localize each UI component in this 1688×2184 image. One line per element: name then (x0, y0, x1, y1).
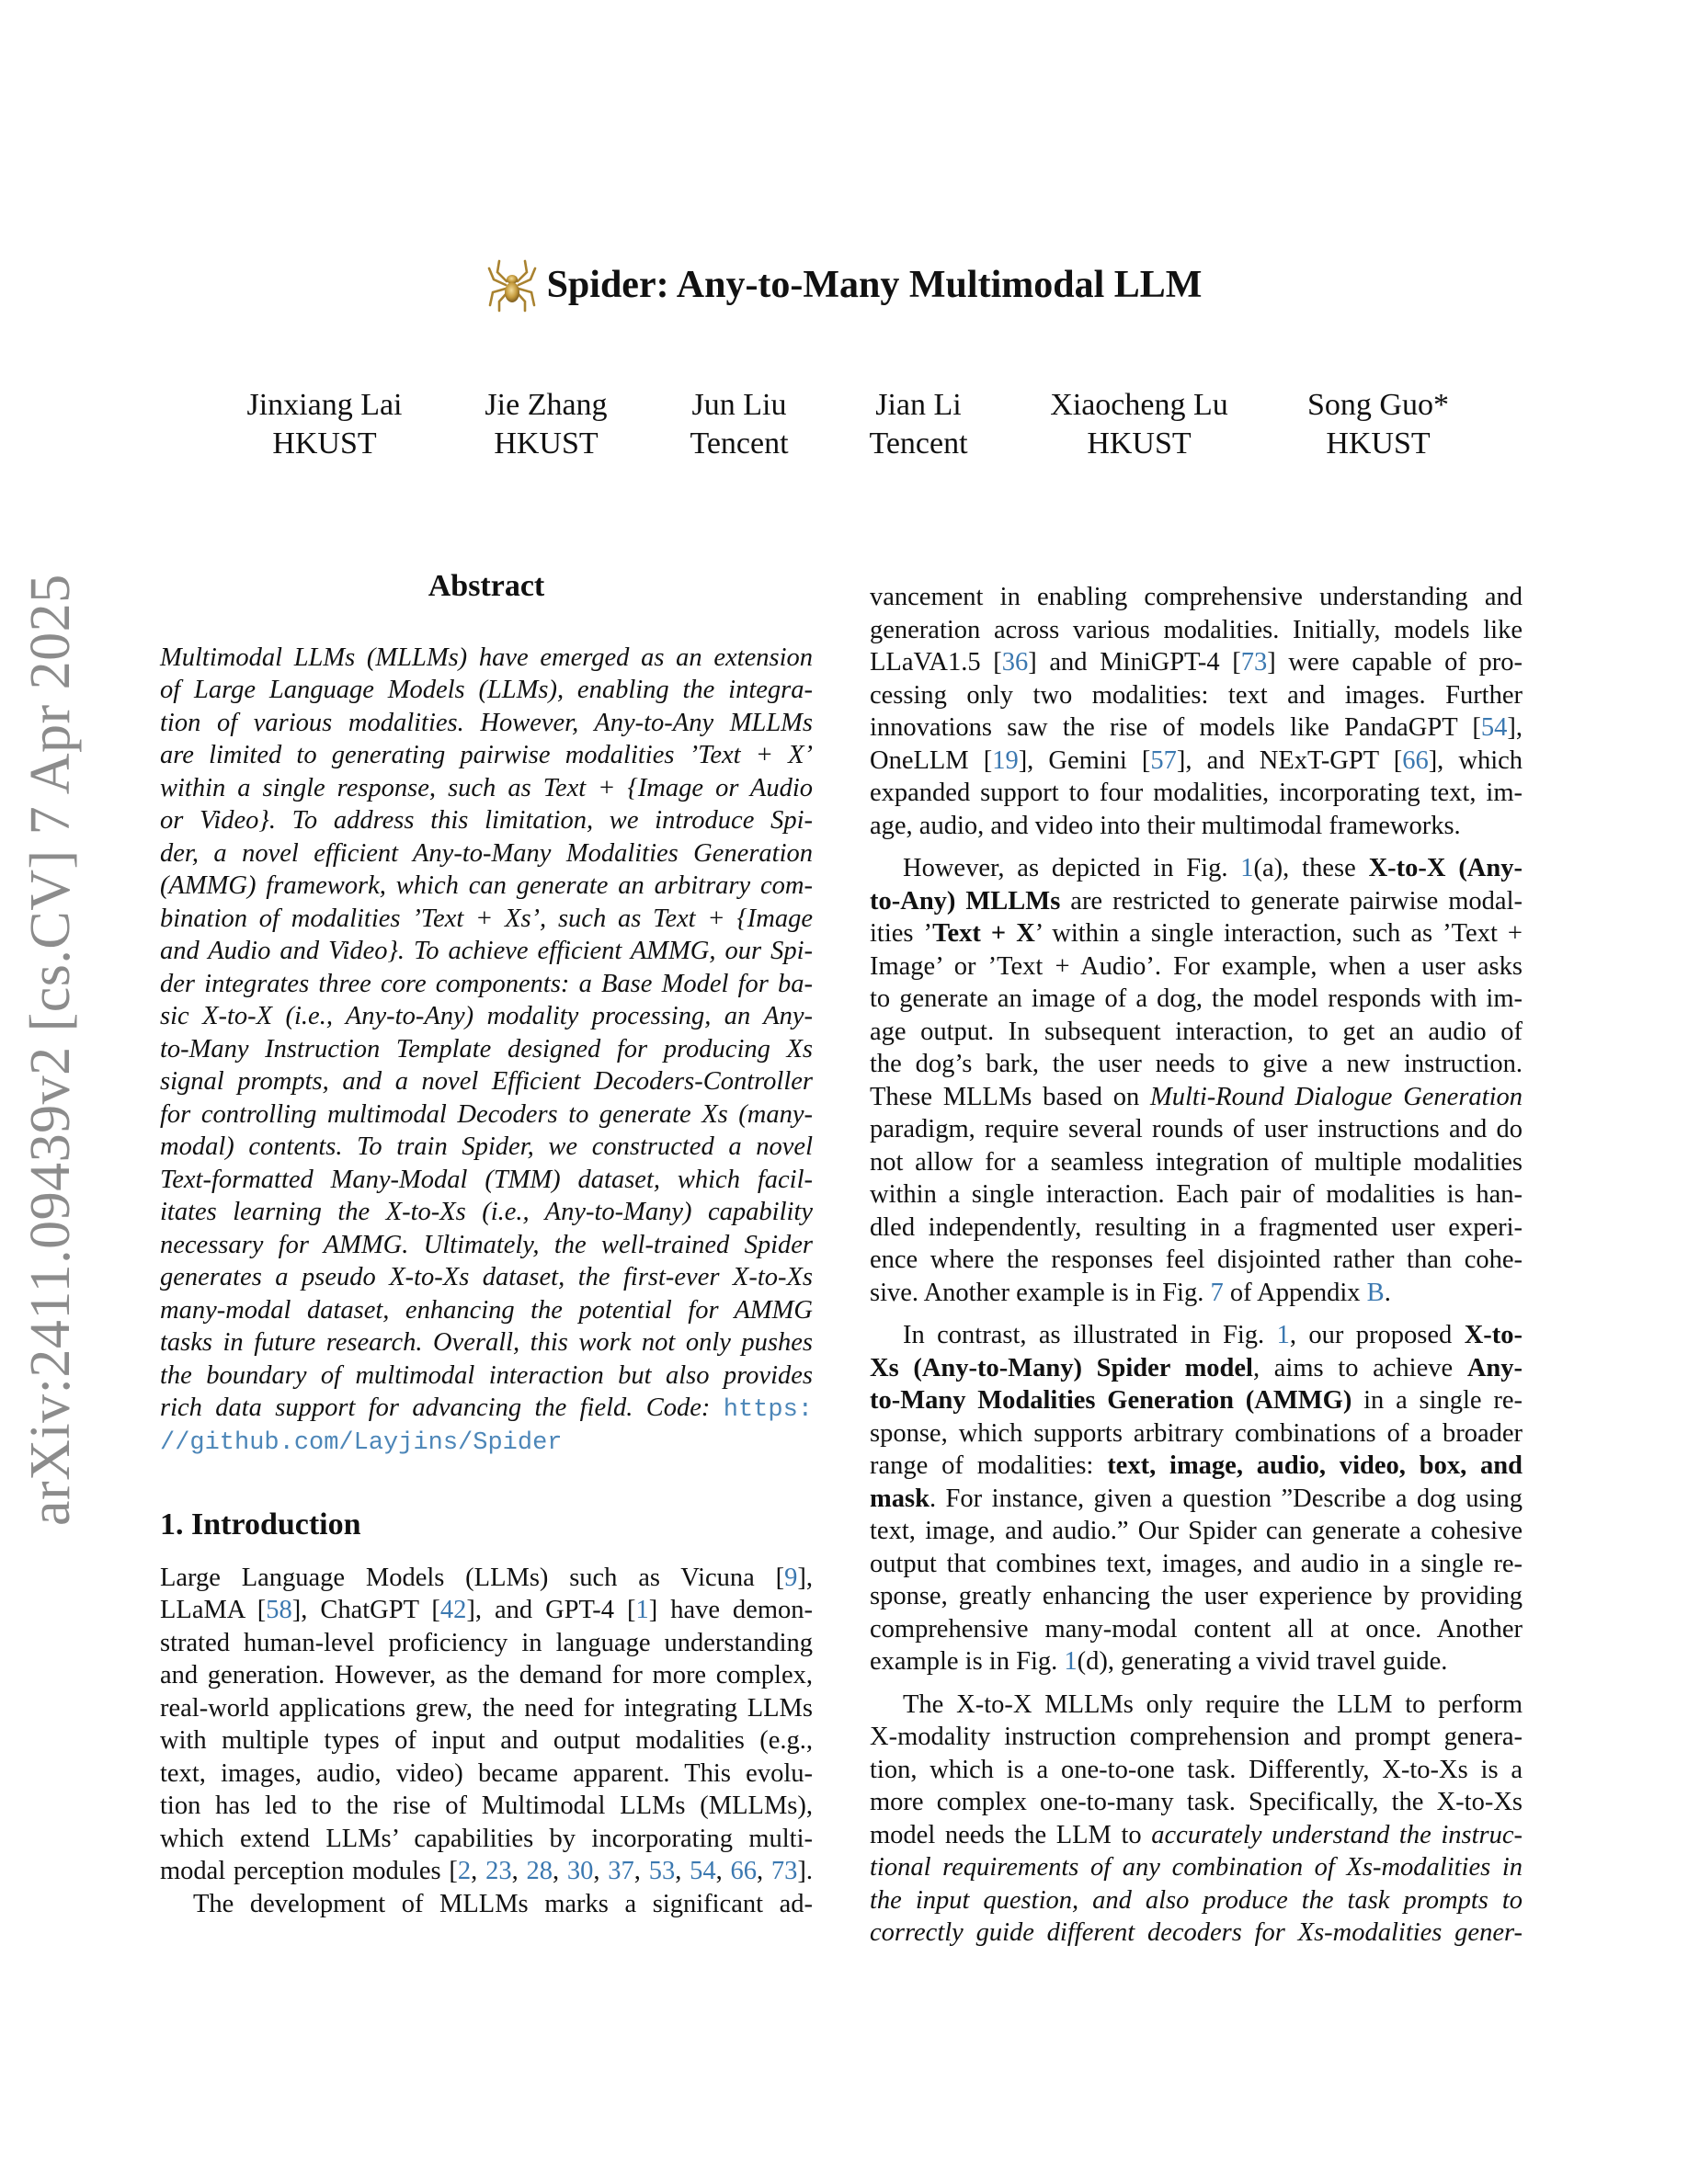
text-line: ities ’Text + X’ within a single interaction, such as ’Text + (870, 919, 1523, 948)
text-line: generation across various modalities. Initially, models like (870, 615, 1523, 644)
citation-link[interactable]: 66 (730, 1857, 758, 1885)
author-affiliation: HKUST (1087, 427, 1192, 461)
text-line: der, a novel efficient Any-to-Many Modalities Generation (160, 838, 813, 868)
bold-text: text, image, audio, video, box, and (1107, 1451, 1523, 1480)
citation-link[interactable]: 28 (526, 1857, 553, 1885)
text-line: with multiple types of input and output modalities (e.g., (160, 1726, 813, 1755)
citation-link[interactable]: 7 (1210, 1278, 1224, 1307)
text-line: OneLLM [19], Gemini [57], and NExT-GPT [66], which (870, 745, 1523, 775)
paragraph-gap (870, 1309, 1523, 1319)
text-line: der integrates three core components: a Base Model for ba- (160, 969, 813, 998)
text-line: Large Language Models (LLMs) such as Vicuna [9], (160, 1563, 813, 1592)
text-line: output that combines text, images, and audio in a single re- (870, 1549, 1523, 1578)
bold-text: X-to-X (Any- (1368, 854, 1523, 882)
italic-text: Multi-Round Dialogue Generation (1150, 1082, 1523, 1111)
citation-link[interactable]: 23 (485, 1857, 512, 1885)
code-link[interactable]: https: (723, 1396, 813, 1424)
italic-text: correctly guide different decoders for Xs-modalities gener- (870, 1918, 1523, 1947)
author-name: Jian Li (875, 388, 962, 422)
citation-link[interactable]: 57 (1150, 745, 1177, 775)
text-line: In contrast, as illustrated in Fig. 1, our proposed X-to- (903, 1321, 1523, 1349)
paper-title (486, 257, 1203, 313)
text-line: tion of various modalities. However, Any-to-Any MLLMs (160, 708, 813, 737)
text-line: sponse, greatly enhancing the user experience by providing (870, 1582, 1523, 1610)
citation-link[interactable]: 58 (266, 1596, 292, 1624)
text-line: text, image, and audio.” Our Spider can generate a cohesive (870, 1517, 1523, 1545)
text-line: to-Any) MLLMs are restricted to generate pairwise modal- (870, 886, 1523, 916)
text-line: signal prompts, and a novel Efficient Decoders-Controller (160, 1067, 813, 1096)
text-line: sponse, which supports arbitrary combinations of a broader (870, 1418, 1523, 1448)
spider-icon (486, 257, 538, 313)
text-line: Image’ or ’Text + Audio’. For example, when a user asks (870, 951, 1523, 981)
code-link[interactable]: //github.com/Layjins/Spider (160, 1428, 563, 1457)
text-line (870, 1917, 1523, 1950)
author-affiliation: HKUST (494, 427, 599, 461)
author-affiliation: Tencent (869, 427, 968, 461)
text-line: within a single response, such as Text + {Image or Audio (160, 773, 813, 802)
text-line: cessing only two modalities: text and images. Further (870, 680, 1523, 710)
paper-title-text: Spider: Any-to-Many Multimodal LLM (546, 264, 1203, 306)
text-line: generates a pseudo X-to-Xs dataset, the first-ever X-to-Xs (160, 1263, 813, 1291)
text-line: These MLLMs based on Multi-Round Dialogue Generation (870, 1082, 1523, 1111)
citation-link[interactable]: 1 (1240, 854, 1254, 882)
citation-link[interactable]: 1 (1064, 1647, 1078, 1676)
text-line: The X-to-X MLLMs only require the LLM to perform (903, 1689, 1523, 1719)
text-line: the boundary of multimodal interaction but also provides (160, 1360, 813, 1390)
left-column (160, 570, 813, 1920)
text-line: model needs the LLM to accurately understand the instruc- (870, 1820, 1523, 1849)
abstract-heading: Abstract (428, 569, 545, 603)
text-line: to-Many Modalities Generation (AMMG) in a single re- (870, 1386, 1523, 1415)
text-line: within a single interaction. Each pair of modalities is han- (870, 1180, 1523, 1209)
author (445, 386, 647, 463)
text-line: tasks in future research. Overall, this work not only pushes (160, 1328, 813, 1357)
text-line: for controlling multimodal Decoders to generate Xs (many- (160, 1099, 813, 1129)
text-line: modal) contents. To train Spider, we constructed a novel (160, 1132, 813, 1161)
text-line: bination of modalities ’Text + Xs’, such as Text + {Image (160, 904, 813, 933)
text-line: expanded support to four modalities, incorporating text, im- (870, 779, 1523, 807)
text-line: comprehensive many-modal content all at once. Another (870, 1614, 1523, 1644)
text-line: strated human-level proficiency in language understanding (160, 1628, 813, 1657)
text-line: or Video}. To address this limitation, we introduce Spi- (160, 806, 813, 835)
text-line: the dog’s bark, the user needs to give a new instruction. (870, 1050, 1523, 1078)
text-line (160, 1425, 813, 1458)
text-line: itates learning the X-to-Xs (i.e., Any-to-Many) capability (160, 1198, 813, 1226)
author (1272, 386, 1484, 463)
text-line (870, 1884, 1523, 1917)
citation-link[interactable]: 19 (992, 745, 1019, 775)
title-block (0, 257, 1688, 317)
author-name: Jun Liu (691, 388, 787, 422)
citation-link[interactable]: 2 (457, 1857, 472, 1885)
bold-text: to-Any) MLLMs (870, 886, 1061, 916)
text-line: to generate an image of a dog, the model responds with im- (870, 984, 1523, 1013)
text-line: mask. For instance, given a question ”Describe a dog using (870, 1484, 1523, 1513)
text-line: dled independently, resulting in a fragmented user experi- (870, 1212, 1523, 1242)
italic-text: accurately understand the instruc- (1151, 1820, 1523, 1849)
introduction-right-body (870, 581, 1523, 1950)
text-line: tion, which is a one-to-one task. Differently, X-to-Xs is a (870, 1755, 1523, 1784)
arxiv-identifier-stamp: arXiv:2411.09439v2 [cs.CV] 7 Apr 2025 (19, 574, 82, 1526)
citation-link[interactable]: 73 (1240, 648, 1268, 677)
text-line: age, audio, and video into their multimodal frameworks. (870, 811, 1461, 840)
citation-link[interactable]: 54 (690, 1857, 716, 1885)
text-line: age output. In subsequent interaction, to get an audio of (870, 1017, 1523, 1046)
citation-link[interactable]: 53 (648, 1857, 676, 1885)
text-line: LLaVA1.5 [36] and MiniGPT-4 [73] were capable of pro- (870, 648, 1523, 677)
citation-link[interactable]: 1 (635, 1596, 649, 1624)
text-line: many-modal dataset, enhancing the potential for AMMG (160, 1295, 813, 1325)
text-line: rich data support for advancing the field. Code: https: (160, 1393, 813, 1424)
citation-link[interactable]: 73 (770, 1857, 798, 1885)
text-line: tion has led to the rise of Multimodal LLMs (MLLMs), (160, 1792, 813, 1820)
author (831, 386, 1006, 463)
author (204, 386, 445, 463)
citation-link[interactable]: 9 (784, 1563, 798, 1592)
italic-text: the input question, and also produce the task prompts to (870, 1885, 1523, 1915)
citation-link[interactable]: 42 (439, 1596, 467, 1624)
text-line: and Audio and Video}. To achieve efficient AMMG, our Spi- (160, 937, 813, 965)
text-line: of Large Language Models (LLMs), enabling the integra- (160, 676, 813, 704)
right-column (870, 581, 1523, 1950)
text-line: are limited to generating pairwise modalities ’Text + X’ (160, 741, 813, 769)
citation-link[interactable]: 30 (566, 1857, 594, 1885)
text-line: (AMMG) framework, which can generate an arbitrary com- (160, 871, 813, 900)
paragraph-gap (870, 842, 1523, 852)
text-line: not allow for a seamless integration of multiple modalities (870, 1147, 1523, 1177)
text-line: LLaMA [58], ChatGPT [42], and GPT-4 [1] have demon- (160, 1596, 813, 1624)
bold-text: mask (870, 1484, 930, 1513)
citation-link[interactable]: 1 (1276, 1321, 1290, 1349)
author-name: Jinxiang Lai (246, 388, 403, 422)
citation-link[interactable]: 37 (608, 1857, 634, 1885)
text-line: paradigm, require several rounds of user instructions and do (870, 1115, 1523, 1143)
text-line: sic X-to-X (i.e., Any-to-Any) modality processing, an Any- (160, 1002, 813, 1030)
text-line: which extend LLMs’ capabilities by incorporating multi- (160, 1824, 813, 1853)
text-line: Text-formatted Many-Modal (TMM) dataset, which facil- (160, 1165, 813, 1194)
paragraph-gap (870, 1678, 1523, 1689)
text-line: and generation. However, as the demand for more complex, (160, 1661, 813, 1689)
text-line: example is in Fig. 1(d), generating a vivid travel guide. (870, 1647, 1448, 1676)
author-name: Song Guo* (1307, 388, 1449, 422)
author-name: Jie Zhang (485, 388, 608, 422)
text-line: real-world applications grew, the need for integrating LLMs (160, 1693, 813, 1723)
bold-text: X-to- (1464, 1321, 1523, 1349)
text-line: Xs (Any-to-Many) Spider model, aims to achieve Any- (870, 1353, 1523, 1382)
author (647, 386, 831, 463)
text-line (870, 1851, 1523, 1884)
bold-text: Text + X (932, 919, 1035, 948)
text-line: innovations saw the rise of models like PandaGPT [54], (870, 713, 1523, 742)
citation-link[interactable]: 66 (1402, 745, 1429, 775)
author-name: Xiaocheng Lu (1050, 388, 1228, 422)
text-line: modal perception modules [2, 23, 28, 30, 37, 53, 54, 66, 73]. (160, 1857, 814, 1885)
citation-link[interactable]: B (1366, 1278, 1385, 1307)
author-affiliation: Tencent (690, 427, 789, 461)
text-line: However, as depicted in Fig. 1(a), these X-to-X (Any- (903, 854, 1523, 882)
text-line: Multimodal LLMs (MLLMs) have emerged as an extension (160, 643, 813, 672)
author (1006, 386, 1272, 463)
text-line: to-Many Instruction Template designed for producing Xs (160, 1034, 813, 1064)
abstract-body (160, 642, 813, 1458)
text-line: vancement in enabling comprehensive understanding and (870, 583, 1523, 611)
text-line: range of modalities: text, image, audio, video, box, and (870, 1451, 1523, 1480)
author-affiliation: HKUST (1326, 427, 1431, 461)
citation-link[interactable]: 36 (1001, 648, 1029, 677)
text-line: The development of MLLMs marks a significant ad- (193, 1889, 813, 1918)
bold-text: to-Many Modalities Generation (AMMG) (870, 1386, 1352, 1415)
text-line: more complex one-to-many task. Specifically, the X-to-Xs (870, 1788, 1523, 1816)
bold-text: Xs (Any-to-Many) Spider model (870, 1353, 1253, 1382)
introduction-left-body (160, 1562, 813, 1921)
introduction-heading: 1. Introduction (160, 1507, 361, 1541)
text-line: X-modality instruction comprehension and prompt genera- (870, 1723, 1523, 1751)
text-line: necessary for AMMG. Ultimately, the well-trained Spider (160, 1230, 813, 1259)
text-line: text, images, audio, video) became apparent. This evolu- (160, 1758, 813, 1788)
italic-text: tional requirements of any combination of Xs-modalities in (870, 1853, 1523, 1882)
citation-link[interactable]: 54 (1480, 713, 1508, 742)
author-list (0, 386, 1688, 463)
bold-text: Any- (1466, 1353, 1523, 1382)
author-affiliation: HKUST (272, 427, 377, 461)
text-line: ence where the responses feel disjointed rather than cohe- (870, 1246, 1523, 1274)
text-line: sive. Another example is in Fig. 7 of Appendix B. (870, 1278, 1391, 1307)
